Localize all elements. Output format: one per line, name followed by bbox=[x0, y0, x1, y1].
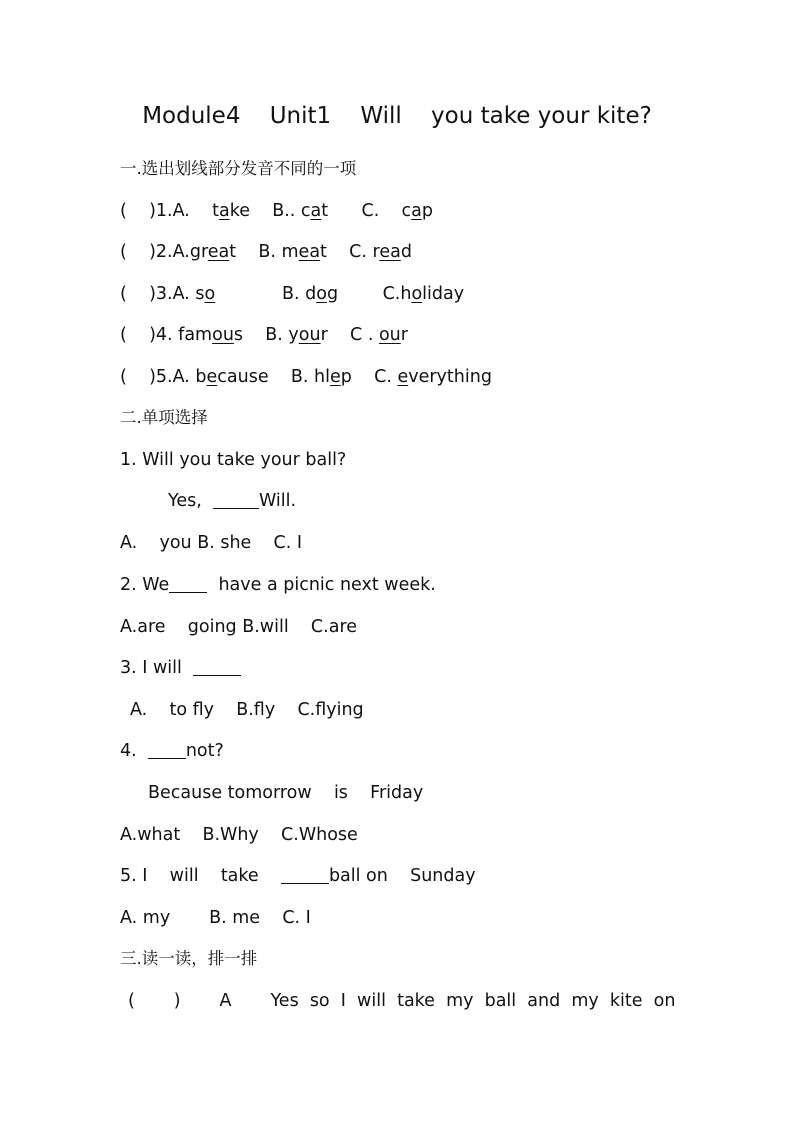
item-text: verything bbox=[408, 367, 492, 387]
underlined-letters: e bbox=[206, 367, 218, 387]
item-text: p bbox=[421, 201, 434, 221]
phonics-item-5 bbox=[120, 365, 492, 389]
question-3-options: A. to fly B.fly C.flying bbox=[130, 700, 364, 720]
item-text: t B. m bbox=[229, 242, 299, 262]
section-3-heading: 三.读一读，排一排 bbox=[120, 949, 258, 968]
answer-blank bbox=[193, 657, 241, 676]
underlined-letters: a bbox=[411, 201, 422, 221]
item-text: r C . bbox=[320, 325, 379, 345]
underlined-letters: ou bbox=[212, 325, 234, 345]
underlined-letters: o bbox=[411, 284, 423, 304]
item-text: ( )2.A.gr bbox=[120, 242, 208, 262]
question-text: 2. We bbox=[120, 575, 170, 595]
page-title: Module4 Unit1 Will you take your kite? bbox=[142, 103, 652, 129]
item-text: liday bbox=[422, 284, 465, 304]
underlined-letters: ea bbox=[298, 242, 321, 262]
answer-blank bbox=[148, 740, 186, 759]
underlined-letters: a bbox=[218, 201, 230, 221]
underlined-letters: o bbox=[204, 284, 216, 304]
question-4-options: A.what B.Why C.Whose bbox=[120, 825, 358, 845]
phonics-item-3 bbox=[120, 282, 464, 306]
item-text: B. d bbox=[215, 284, 317, 304]
item-text: g C.h bbox=[326, 284, 412, 304]
question-1: 1. Will you take your ball? bbox=[120, 450, 347, 470]
item-text: cause B. hl bbox=[217, 367, 330, 387]
question-text: have a picnic next week. bbox=[207, 575, 436, 595]
question-4 bbox=[120, 739, 224, 763]
item-text: ( )1.A. t bbox=[120, 201, 219, 221]
underlined-letters: ea bbox=[207, 242, 230, 262]
item-text: ke B.. c bbox=[229, 201, 311, 221]
question-text: 3. I will bbox=[120, 658, 194, 678]
answer-blank bbox=[281, 865, 329, 884]
section-2-heading: 二.单项选择 bbox=[120, 408, 208, 427]
underlined-letters: ou bbox=[298, 325, 321, 345]
underlined-letters: a bbox=[310, 201, 322, 221]
phonics-item-1 bbox=[120, 199, 433, 223]
question-1-answer bbox=[168, 489, 296, 513]
underlined-letters: ou bbox=[378, 325, 401, 345]
question-text: not? bbox=[185, 741, 224, 761]
question-4-answer: Because tomorrow is Friday bbox=[148, 783, 424, 803]
answer-blank bbox=[169, 574, 207, 593]
item-text: ( )3.A. s bbox=[120, 284, 205, 304]
item-text: r bbox=[400, 325, 408, 345]
item-text: t C. r bbox=[320, 242, 380, 262]
item-text: ( )5.A. b bbox=[120, 367, 207, 387]
item-text: p C. bbox=[340, 367, 398, 387]
question-1-options: A. you B. she C. I bbox=[120, 533, 303, 553]
underlined-letters: ea bbox=[379, 242, 401, 262]
answer-text: Yes, bbox=[168, 491, 213, 511]
question-2-options: A.are going B.will C.are bbox=[120, 617, 358, 637]
item-text: ( )4. fam bbox=[120, 325, 213, 345]
item-text: s B. y bbox=[233, 325, 299, 345]
phonics-item-4 bbox=[120, 323, 408, 347]
underlined-letters: e bbox=[329, 367, 341, 387]
underlined-letters: o bbox=[316, 284, 327, 304]
phonics-item-2 bbox=[120, 240, 412, 264]
question-5-options: A. my B. me C. I bbox=[120, 908, 311, 928]
question-text: 4. bbox=[120, 741, 148, 761]
answer-blank bbox=[213, 490, 259, 509]
question-3 bbox=[120, 656, 241, 680]
question-2 bbox=[120, 573, 436, 597]
underlined-letters: e bbox=[397, 367, 409, 387]
item-text: t C. c bbox=[321, 201, 412, 221]
question-5 bbox=[120, 864, 476, 888]
question-text: ball on Sunday bbox=[328, 866, 476, 886]
question-text: 5. I will take bbox=[120, 866, 281, 886]
section-1-heading: 一.选出划线部分发音不同的一项 bbox=[120, 159, 357, 178]
answer-text: Will. bbox=[258, 491, 297, 511]
ordering-line-a: ( ) A Yes so I will take my ball and my kite on bbox=[128, 991, 676, 1011]
item-text: d bbox=[400, 242, 412, 262]
